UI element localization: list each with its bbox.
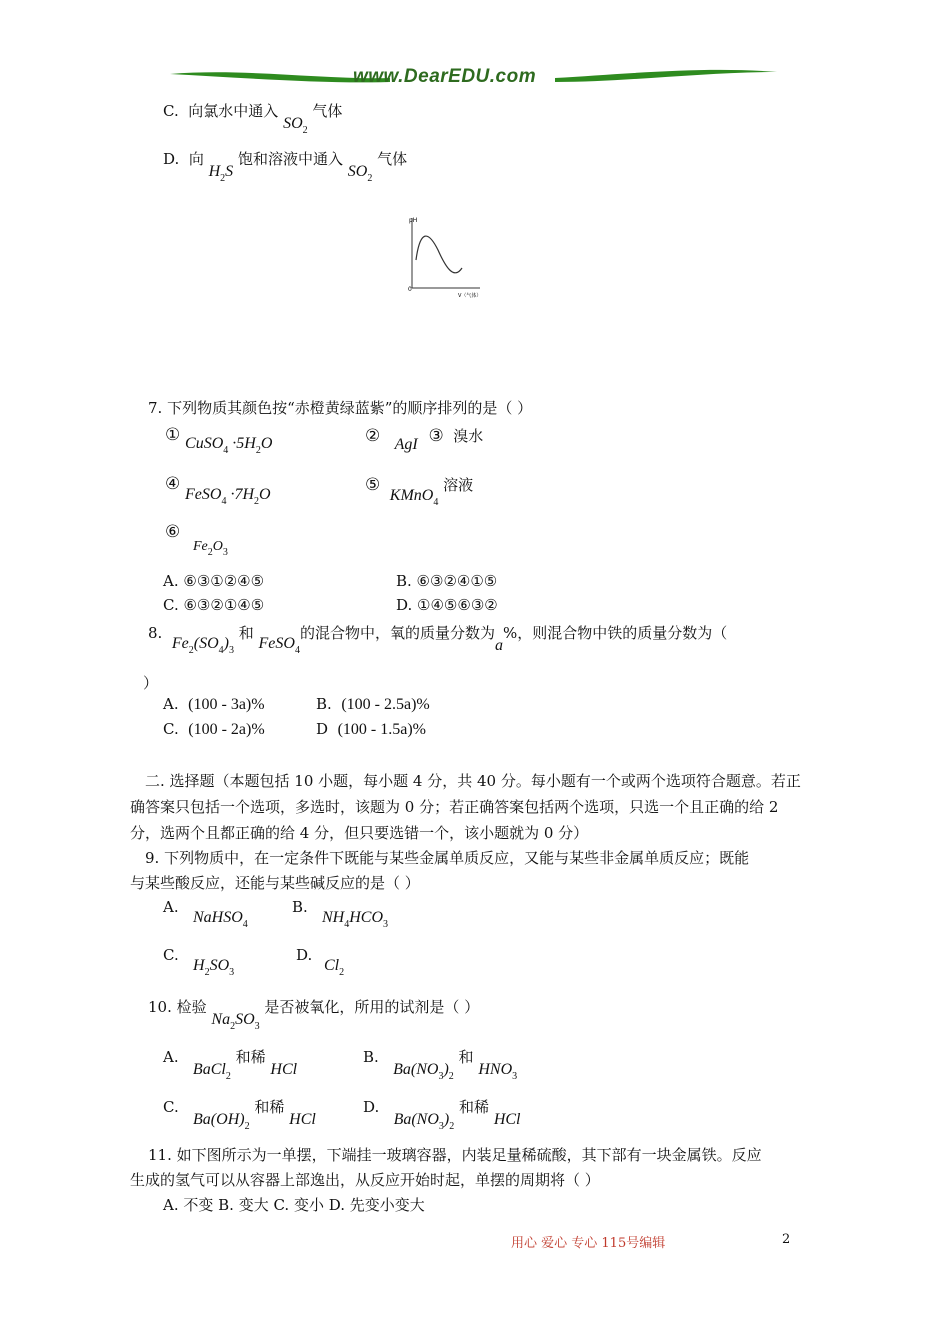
prev-option-d bbox=[163, 148, 408, 184]
formula: HCl bbox=[493, 1111, 521, 1128]
formula: AgI bbox=[394, 436, 418, 453]
q7-item-5 bbox=[365, 474, 474, 508]
item-number: ⑥ bbox=[165, 522, 181, 542]
option-text: 和稀 bbox=[459, 1098, 490, 1116]
q10-option-a: A. BaCl$_2$ 和稀 HCl bbox=[163, 1048, 298, 1082]
formula: KMnO$_4$ bbox=[389, 487, 439, 508]
variable-a: a bbox=[494, 637, 503, 654]
q7-option-d: D. ①④⑤⑥③② bbox=[396, 596, 498, 614]
formula: NaHSO$_4$ bbox=[193, 909, 248, 930]
q11-options: A. 不变 B. 变大 C. 变小 D. 先变小变大 bbox=[163, 1196, 425, 1214]
q7-option-c: C. ⑥③②①④⑤ bbox=[163, 596, 265, 614]
option-text: 向氯水中通入 bbox=[188, 102, 279, 120]
q8-option-b: B. (100 - 2.5a)% bbox=[316, 695, 430, 713]
formula: $Ba(OH)_2$ bbox=[193, 1111, 250, 1132]
q9-option-c: C. $H_2SO_3$ bbox=[163, 946, 235, 978]
q7-option-b: B. ⑥③②④①⑤ bbox=[396, 572, 498, 590]
option-text: 饱和溶液中通入 bbox=[237, 150, 343, 168]
q8-option-d: D (100 - 1.5a)% bbox=[316, 720, 426, 738]
option-text: 和稀 bbox=[254, 1098, 285, 1116]
origin-label: 0 bbox=[408, 286, 412, 293]
formula: FeSO$_4$ bbox=[258, 635, 300, 656]
section2-line1: 二. 选择题（本题包括 10 小题，每小题 4 分，共 40 分。每小题有一个或两个选项符合题意。若正 bbox=[145, 772, 801, 790]
item-number: ③ bbox=[428, 426, 444, 446]
q10-option-d: D. $Ba(NO_3)_2$ 和稀 HCl bbox=[363, 1098, 521, 1132]
q8-option-a: A. (100 - 3a)% bbox=[163, 695, 265, 713]
stem-text: 的混合物中，氧的质量分数为 bbox=[299, 624, 495, 642]
formula: HCl bbox=[289, 1111, 316, 1128]
formula: HCl bbox=[270, 1061, 298, 1078]
q8-close: ） bbox=[143, 674, 159, 692]
y-axis-label: pH bbox=[409, 217, 418, 224]
formula: $Ba(NO_3)_2$ bbox=[393, 1061, 454, 1082]
formula: $Fe_2O_3$ bbox=[193, 539, 228, 558]
q7-item-1 bbox=[165, 425, 273, 456]
q7-item-4 bbox=[165, 474, 271, 507]
formula: $NH_4HCO_3$ bbox=[322, 909, 389, 930]
formula: $H_2S$ bbox=[208, 163, 234, 184]
item-number: ④ bbox=[165, 474, 181, 494]
formula: $H_2SO_3$ bbox=[193, 957, 235, 978]
formula: $SO_2$ bbox=[347, 163, 373, 184]
q7-option-a: A. ⑥③①②④⑤ bbox=[163, 572, 265, 590]
stem-text: %，则混合物中铁的质量分数为（ bbox=[502, 624, 728, 642]
option-text: 气体 bbox=[377, 150, 408, 168]
formula: $Na_2SO_3$ bbox=[211, 1011, 260, 1032]
page-number: 2 bbox=[782, 1232, 791, 1247]
section2-line3: 分，选两个且都正确的给 4 分，但只要选错一个，该小题就为 0 分） bbox=[130, 824, 589, 842]
formula: $Cl_2$ bbox=[324, 957, 345, 978]
item-text: 溴水 bbox=[453, 427, 484, 445]
q10-option-b: B. $Ba(NO_3)_2$ 和 $HNO_3$ bbox=[363, 1048, 518, 1082]
formula: $Ba(NO_3)_2$ bbox=[393, 1111, 455, 1132]
prev-option-c bbox=[163, 100, 343, 136]
item-number: ② bbox=[365, 426, 381, 446]
formula: BaCl$_2$ bbox=[192, 1061, 231, 1082]
q8-option-c: C. (100 - 2a)% bbox=[163, 720, 265, 738]
q11-line2: 生成的氢气可以从容器上部逸出，从反应开始时起，单摆的周期将（ ） bbox=[130, 1171, 600, 1189]
q8-stem bbox=[148, 622, 728, 656]
formula: CuSO$_4$ $\cdot 5H_2O$ bbox=[185, 435, 273, 456]
stem-text: 10. 检验 bbox=[148, 998, 207, 1016]
formula: FeSO$_4$ $\cdot 7H_2O$ bbox=[185, 486, 271, 507]
stem-text: 和 bbox=[238, 624, 254, 642]
q7-item-6 bbox=[165, 522, 228, 564]
q7-stem: 7. 下列物质其颜色按“赤橙黄绿蓝紫”的顺序排列的是（ ） bbox=[148, 399, 533, 417]
formula: $Fe_2(SO_4)_3$ bbox=[171, 635, 234, 656]
q7-item-2 bbox=[365, 425, 484, 453]
stem-text: 是否被氧化，所用的试剂是（ ） bbox=[264, 998, 480, 1016]
ph-graph bbox=[400, 210, 490, 305]
q10-stem bbox=[148, 996, 480, 1032]
option-text: 和 bbox=[458, 1048, 474, 1066]
q9-option-b: B. $NH_4HCO_3$ bbox=[292, 898, 389, 930]
q9-line2: 与某些酸反应，还能与某些碱反应的是（ ） bbox=[130, 874, 420, 892]
option-label: D. bbox=[163, 150, 180, 168]
x-axis-label: V（气体） bbox=[458, 293, 482, 299]
option-text: 气体 bbox=[312, 102, 343, 120]
section2-line2: 确答案只包括一个选项，多选时，该题为 0 分；若正确答案包括两个选项，只选一个且正确的给 2 bbox=[130, 798, 779, 816]
formula: $SO_2$ bbox=[283, 115, 308, 136]
item-text: 溶液 bbox=[443, 476, 474, 494]
item-number: ① bbox=[165, 425, 181, 445]
q11-line1: 11. 如下图所示为一单摆，下端挂一玻璃容器，内装足量稀硫酸，其下部有一块金属铁。反应 bbox=[148, 1146, 762, 1164]
formula: $HNO_3$ bbox=[478, 1061, 518, 1082]
option-label: C. bbox=[163, 102, 179, 120]
option-text: 和稀 bbox=[235, 1048, 266, 1066]
option-text: 向 bbox=[188, 150, 204, 168]
question-number: 8. bbox=[148, 624, 163, 642]
q9-line1: 9. 下列物质中，在一定条件下既能与某些金属单质反应，又能与某些非金属单质反应；既能 bbox=[145, 849, 750, 867]
site-title: www.DearEDU.com bbox=[353, 66, 537, 87]
q9-option-d: D. $Cl_2$ bbox=[296, 946, 345, 978]
item-number: ⑤ bbox=[365, 475, 381, 495]
q10-option-c: C. $Ba(OH)_2$ 和稀 HCl bbox=[163, 1098, 316, 1132]
q9-option-a: A. NaHSO$_4$ bbox=[163, 898, 248, 930]
footer-text: 用心 爱心 专心 115号编辑 bbox=[511, 1236, 666, 1251]
